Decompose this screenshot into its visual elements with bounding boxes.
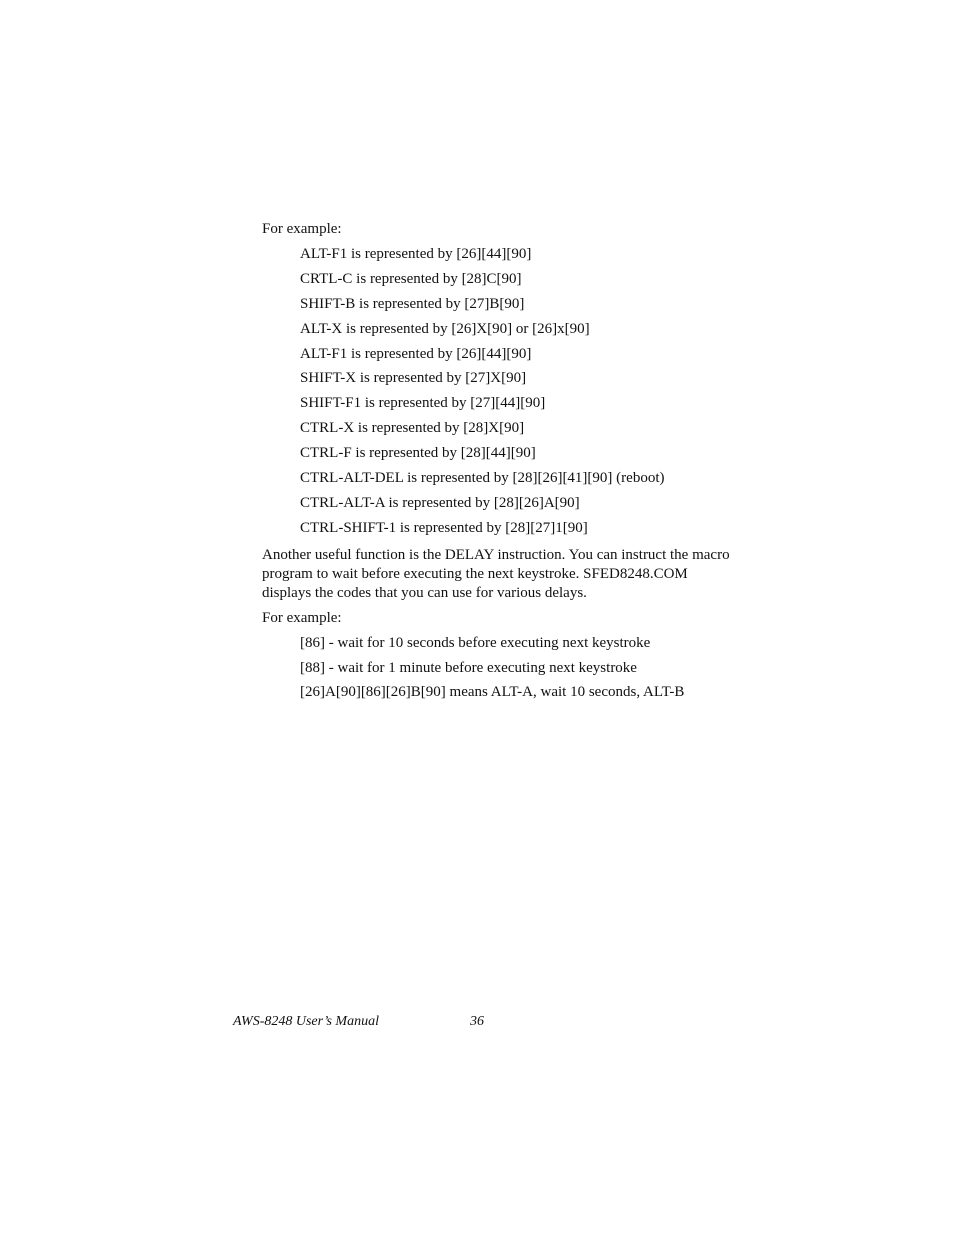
list-item: [88] - wait for 1 minute before executing next keystroke bbox=[300, 659, 637, 676]
list-item: ALT-X is represented by [26]X[90] or [26]x[90] bbox=[300, 320, 590, 337]
page-body bbox=[262, 219, 732, 707]
intro-text-1: For example: bbox=[262, 221, 342, 237]
list-item: SHIFT-B is represented by [27]B[90] bbox=[300, 295, 525, 312]
manual-title: AWS-8248 User’s Manual bbox=[233, 1014, 379, 1029]
delay-examples-list bbox=[262, 633, 732, 708]
list-item: CTRL-X is represented by [28]X[90] bbox=[300, 420, 525, 437]
key-examples-list bbox=[262, 244, 732, 543]
list-item: ALT-F1 is represented by [26][44][90] bbox=[300, 246, 532, 262]
delay-paragraph: Another useful function is the DELAY instruction. You can instruct the macro program to wait before executing the next keystroke. SFED8248.COM displays the codes that you can use for various delays. bbox=[262, 546, 730, 601]
list-item: CTRL-F is represented by [28][44][90] bbox=[300, 445, 536, 462]
list-item: CRTL-C is represented by [28]C[90] bbox=[300, 270, 522, 287]
list-item: ALT-F1 is represented by [26][44][90] bbox=[300, 345, 532, 362]
list-item: [86] - wait for 10 seconds before executing next keystroke bbox=[300, 634, 651, 651]
list-item: CTRL-ALT-A is represented by [28][26]A[90] bbox=[300, 494, 580, 511]
list-item: [26]A[90][86][26]B[90] means ALT-A, wait 10 seconds, ALT-B bbox=[300, 684, 685, 701]
page-number: 36 bbox=[470, 1014, 484, 1029]
list-item: SHIFT-X is represented by [27]X[90] bbox=[300, 370, 527, 387]
list-item: SHIFT-F1 is represented by [27][44][90] bbox=[300, 395, 546, 412]
list-item: CTRL-ALT-DEL is represented by [28][26][41][90] (reboot) bbox=[300, 470, 665, 487]
list-item: CTRL-SHIFT-1 is represented by [28][27]1[90] bbox=[300, 519, 588, 536]
intro-text-2: For example: bbox=[262, 609, 342, 626]
